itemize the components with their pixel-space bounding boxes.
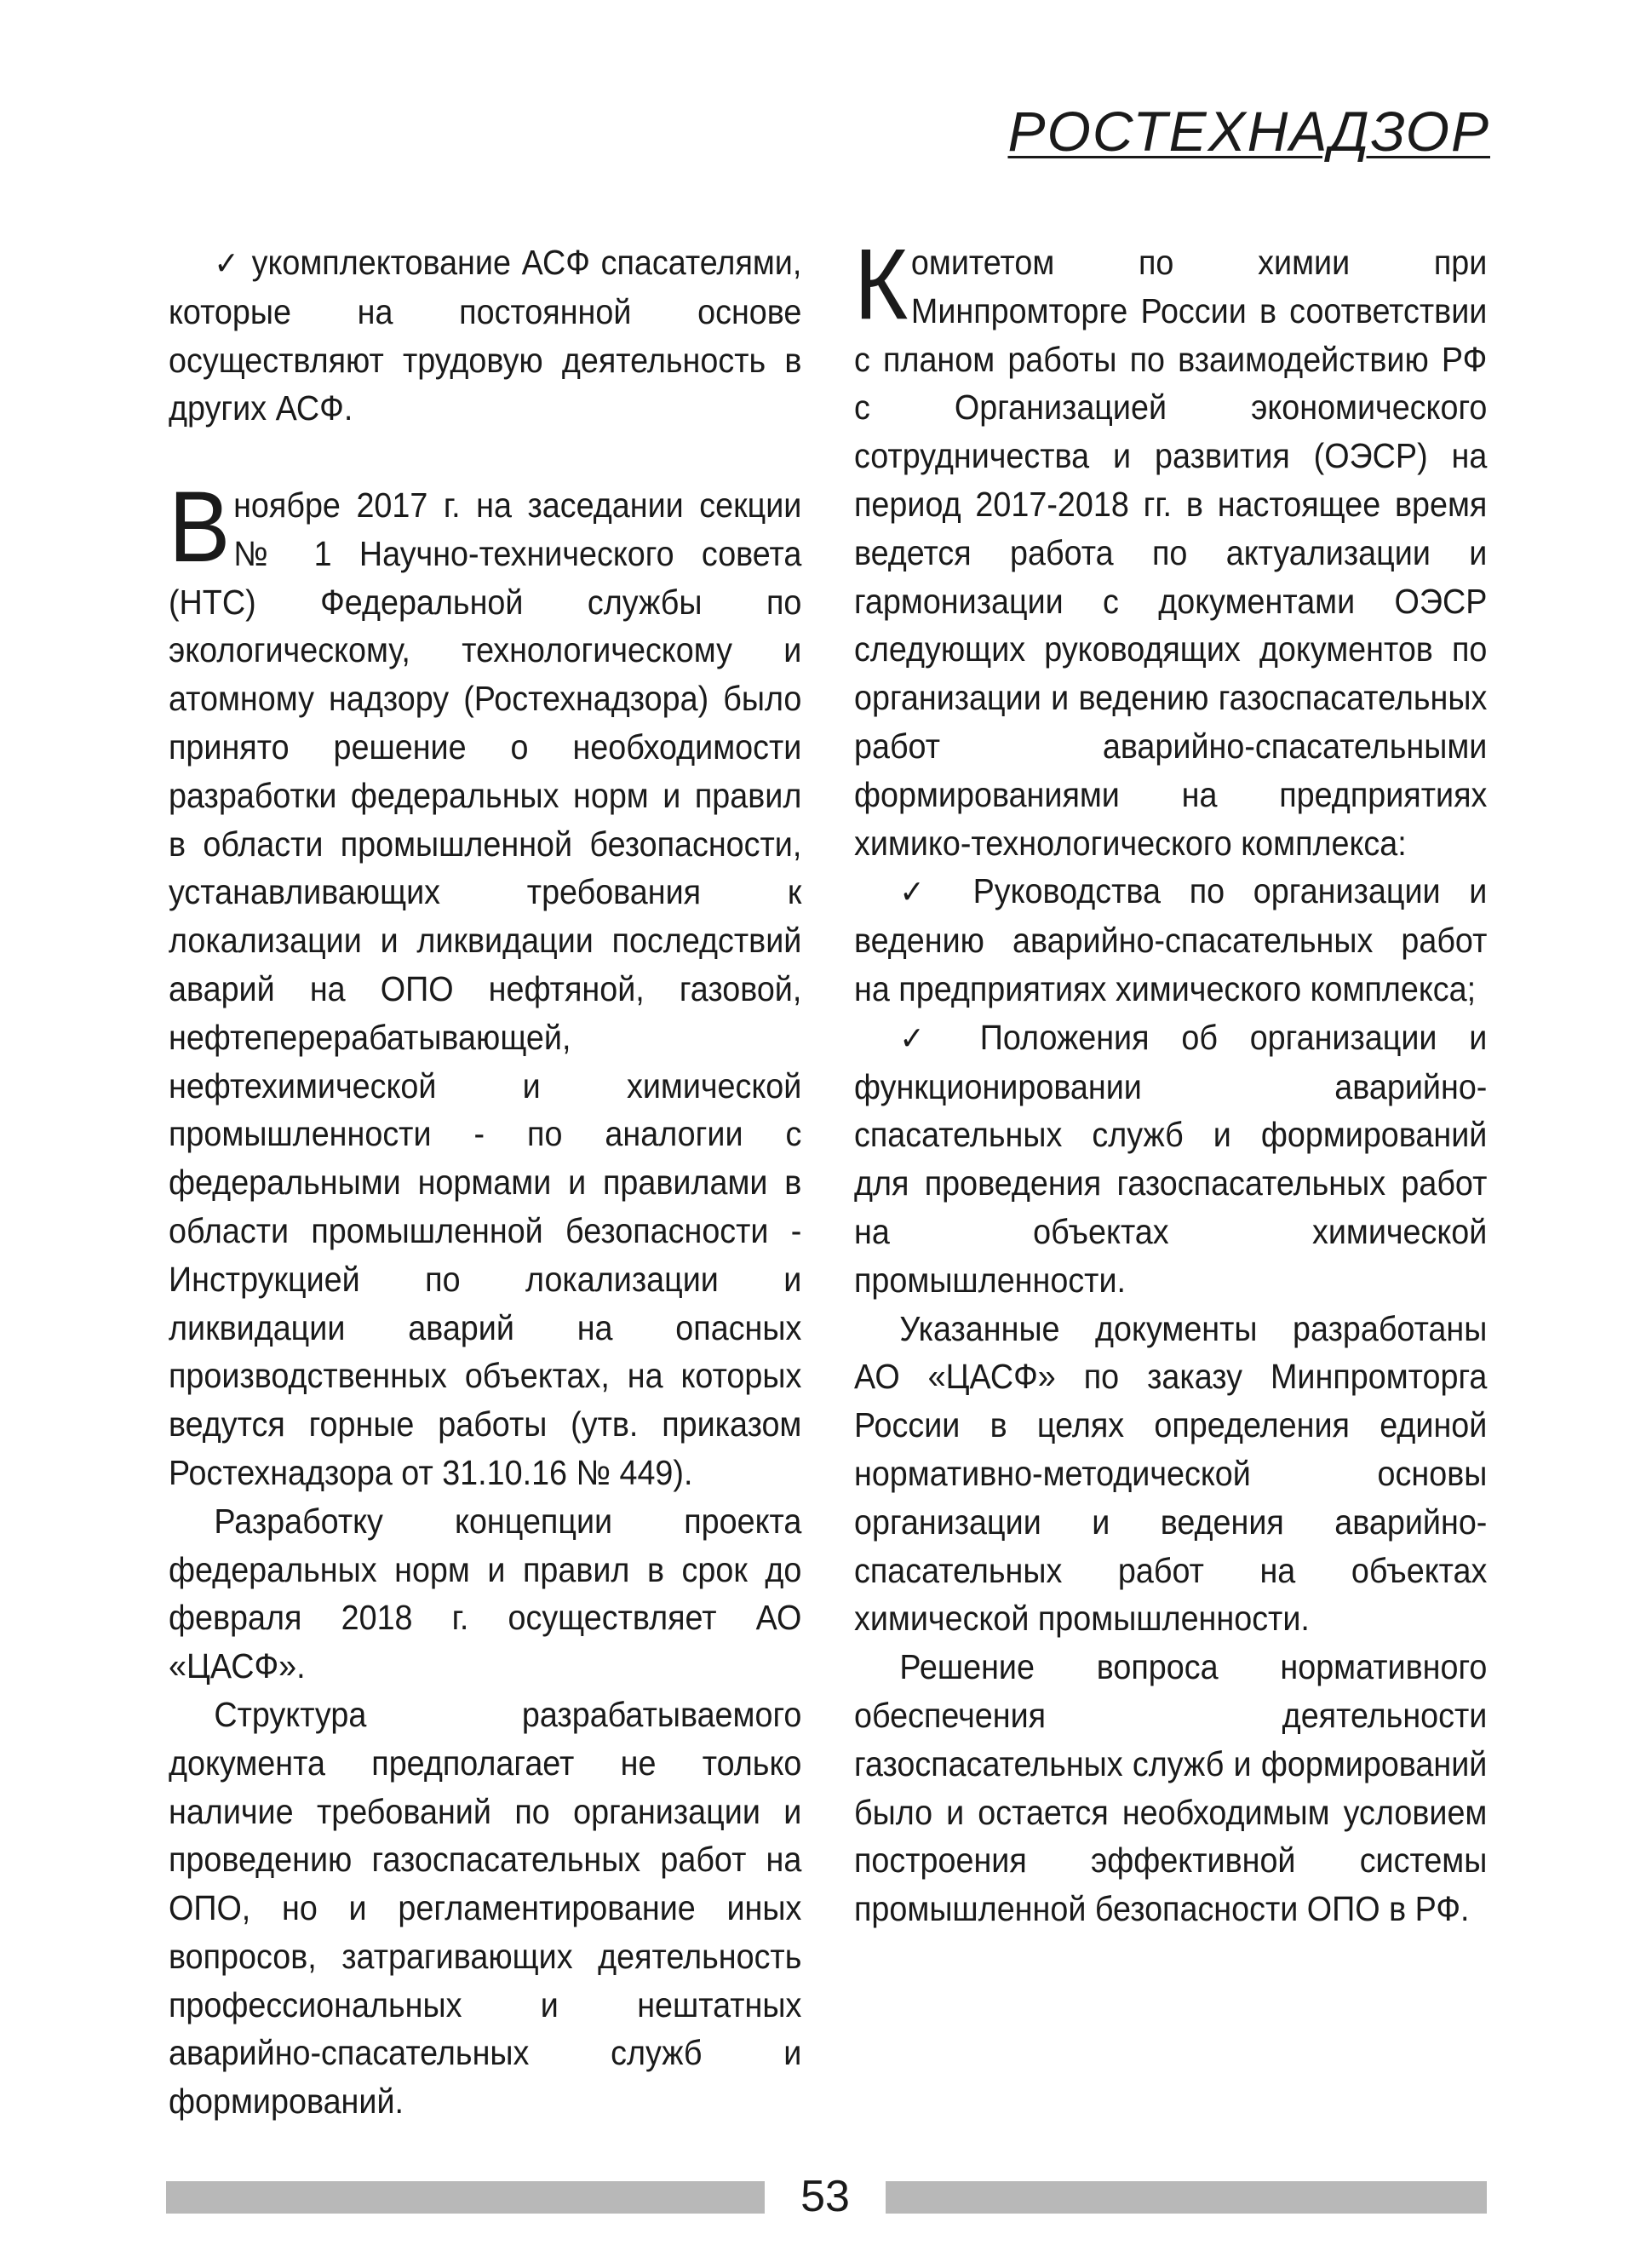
left-text-column [169,238,801,2126]
check-mark-icon: ✓ [214,244,241,282]
page-number: 53 [800,2172,850,2221]
bullet-item [854,1014,1487,1305]
bullet-item [169,238,801,433]
drop-cap: К [854,228,909,341]
bullet-item-text: укомплектование АСФ спасателями, которые на постоянной основе осуществляют трудовую деятельность в других АСФ. [169,243,802,428]
drop-cap: В [169,470,231,583]
paragraph-november-2017 [169,470,802,1497]
bullet-item [854,867,1487,1013]
bullet-item-text: Положения об организации и функционировании аварийно-спасательных служб и формирований для проведения газоспасательных работ на объектах химической промышленности. [854,1017,1488,1300]
check-mark-icon: ✓ [899,1019,948,1057]
paragraph-concept-development: Разработку концепции проекта федеральных норм и правил в срок до февраля 2018 г. осуществляет АО «ЦАСФ». [169,1501,802,1686]
footer-bar-left [166,2181,765,2214]
right-text-column [854,228,1488,1933]
paragraph-text: ноябре 2017 г. на заседании секции № 1 Научно-технического совета (НТС) Федеральной службы по экологическому, технологическому и атомному надзору (Ростехнадзора) было принято решение о необходимости разработки федеральных норм и правил в области промышленной безопасности, устанавливающих требования к локализации и ликвидации последствий аварий на ОПО нефтяной, газовой, нефтеперерабатывающей, нефтехимической и химической промышленности - по аналогии с федеральными нормами и правилами в области промышленной безопасности - Инструкцией по локализации и ликвидации аварий на опасных производственных объектах, на которых ведутся горные работы (утв. приказом Ростехнадзора от 31.10.16 № 449). [169,485,802,1492]
paragraph-text: омитетом по химии при Минпромторге России в соответствии с планом работы по взаимодействию РФ с Организацией экономического сотрудничества и развития (ОЭСР) на период 2017-2018 гг. в настоящее время ведется работа по актуализации и гармонизации с документами ОЭСР следующих руководящих документов по организации и ведению газоспасательных работ аварийно-спасательными формированиями на предприятиях химико-технологического комплекса: [854,243,1488,863]
check-mark-icon: ✓ [899,873,944,911]
paragraph-documents-developed: Указанные документы разработаны АО «ЦАСФ» по заказу Минпромторга России в целях определения единой нормативно-методической основы организации и ведения аварийно-спасательных работ на объектах химической промышленности. [854,1308,1488,1639]
paragraph-document-structure: Структура разрабатываемого документа предполагает не только наличие требований по организации и проведению газоспасательных работ на ОПО, но и регламентирование иных вопросов, затрагивающих деятельность профессиональных и нештатных аварийно-спасательных служб и формирований. [169,1694,802,2122]
page-header-title: РОСТЕХНАДЗОР [1007,100,1490,163]
paragraph-chemistry-committee [854,228,1488,867]
bullet-item-text: Руководства по организации и ведению аварийно-спасательных работ на предприятиях химического комплекса; [854,871,1488,1008]
paragraph-conclusion: Решение вопроса нормативного обеспечения деятельности газоспасательных служб и формирований было и остается необходимым условием построения эффективной системы промышленной безопасности ОПО в РФ. [854,1647,1488,1929]
footer-bar-right [886,2181,1487,2214]
